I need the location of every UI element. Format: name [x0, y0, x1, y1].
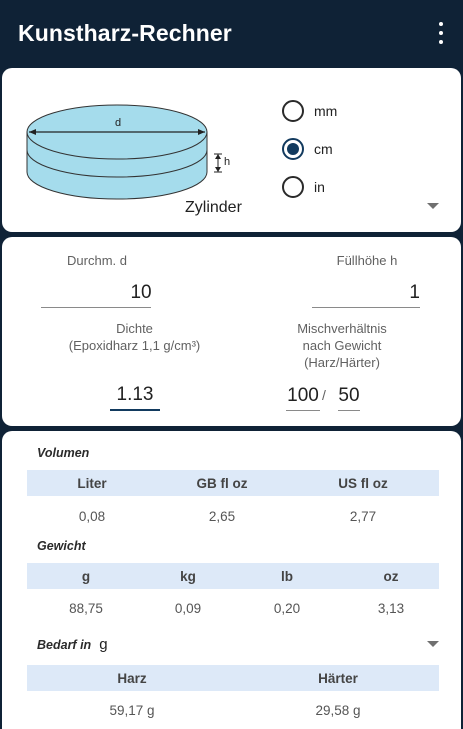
more-vert-icon[interactable] [437, 22, 445, 44]
app-title: Kunstharz-Rechner [18, 19, 232, 46]
weight-value-g: 88,75 [69, 601, 103, 616]
volume-header-liter: Liter [77, 475, 107, 491]
need-header-hardener: Härter [318, 670, 358, 686]
weight-value-kg: 0,09 [174, 601, 202, 616]
unit-option-cm[interactable] [282, 138, 333, 160]
volume-header-us-floz: US fl oz [338, 475, 388, 491]
ratio-resin-input[interactable]: 100 [286, 383, 320, 411]
need-table-header [27, 665, 439, 691]
ratio-separator: / [322, 387, 326, 403]
shape-name: Zylinder [185, 199, 242, 216]
inputs-card [2, 237, 461, 426]
weight-table-row [27, 601, 439, 616]
weight-header-oz: oz [383, 568, 399, 584]
need-unit-value[interactable]: g [99, 636, 108, 653]
need-header-resin: Harz [117, 670, 147, 686]
radio-cm[interactable] [282, 138, 304, 160]
shape-card [2, 68, 461, 232]
volume-value-us-floz: 2,77 [349, 509, 377, 524]
weight-title: Gewicht [37, 539, 86, 553]
unit-label-cm: cm [314, 141, 333, 157]
diagram-label-h: h [224, 156, 231, 168]
need-unit-selector[interactable] [37, 636, 108, 653]
weight-value-oz: 3,13 [377, 601, 405, 616]
weight-header-kg: kg [180, 568, 196, 584]
volume-value-gb-floz: 2,65 [208, 509, 236, 524]
app-bar [0, 0, 463, 66]
unit-option-mm[interactable] [282, 100, 337, 122]
height-input[interactable]: 1 [312, 280, 420, 308]
volume-title: Volumen [37, 446, 90, 460]
density-label-line1: Dichte [116, 321, 153, 336]
weight-value-lb: 0,20 [273, 601, 301, 616]
volume-header-gb-floz: GB fl oz [196, 475, 248, 491]
diameter-label: Durchm. d [67, 253, 127, 268]
diameter-input[interactable]: 10 [41, 280, 151, 308]
radio-in[interactable] [282, 176, 304, 198]
density-input[interactable]: 1.13 [110, 383, 160, 411]
weight-table-header [27, 563, 439, 589]
ratio-label-line3: (Harz/Härter) [304, 355, 380, 370]
diagram-label-d: d [115, 117, 122, 129]
shape-dropdown-arrow-icon[interactable] [427, 203, 439, 209]
ratio-label-line1: Mischverhältnis [297, 321, 387, 336]
height-label: Füllhöhe h [336, 253, 398, 268]
ratio-label-line2: nach Gewicht [302, 338, 382, 353]
unit-label-mm: mm [314, 103, 338, 119]
need-table-row [27, 703, 439, 718]
radio-mm[interactable] [282, 100, 304, 122]
volume-value-liter: 0,08 [78, 509, 106, 524]
weight-header-g: g [81, 568, 91, 584]
need-value-hardener: 29,58 g [315, 703, 361, 718]
unit-label-in: in [314, 179, 325, 195]
density-label-line2: (Epoxidharz 1,1 g/cm³) [68, 338, 201, 353]
volume-table-row [27, 509, 439, 524]
results-card [2, 431, 461, 729]
need-value-resin: 59,17 g [109, 703, 155, 718]
volume-table-header [27, 470, 439, 496]
cylinder-diagram-icon [22, 90, 222, 210]
need-label: Bedarf in [37, 638, 92, 652]
ratio-hardener-input[interactable]: 50 [338, 383, 360, 411]
unit-option-in[interactable] [282, 176, 325, 198]
need-unit-dropdown-arrow-icon[interactable] [427, 641, 439, 647]
weight-header-lb: lb [281, 568, 293, 584]
